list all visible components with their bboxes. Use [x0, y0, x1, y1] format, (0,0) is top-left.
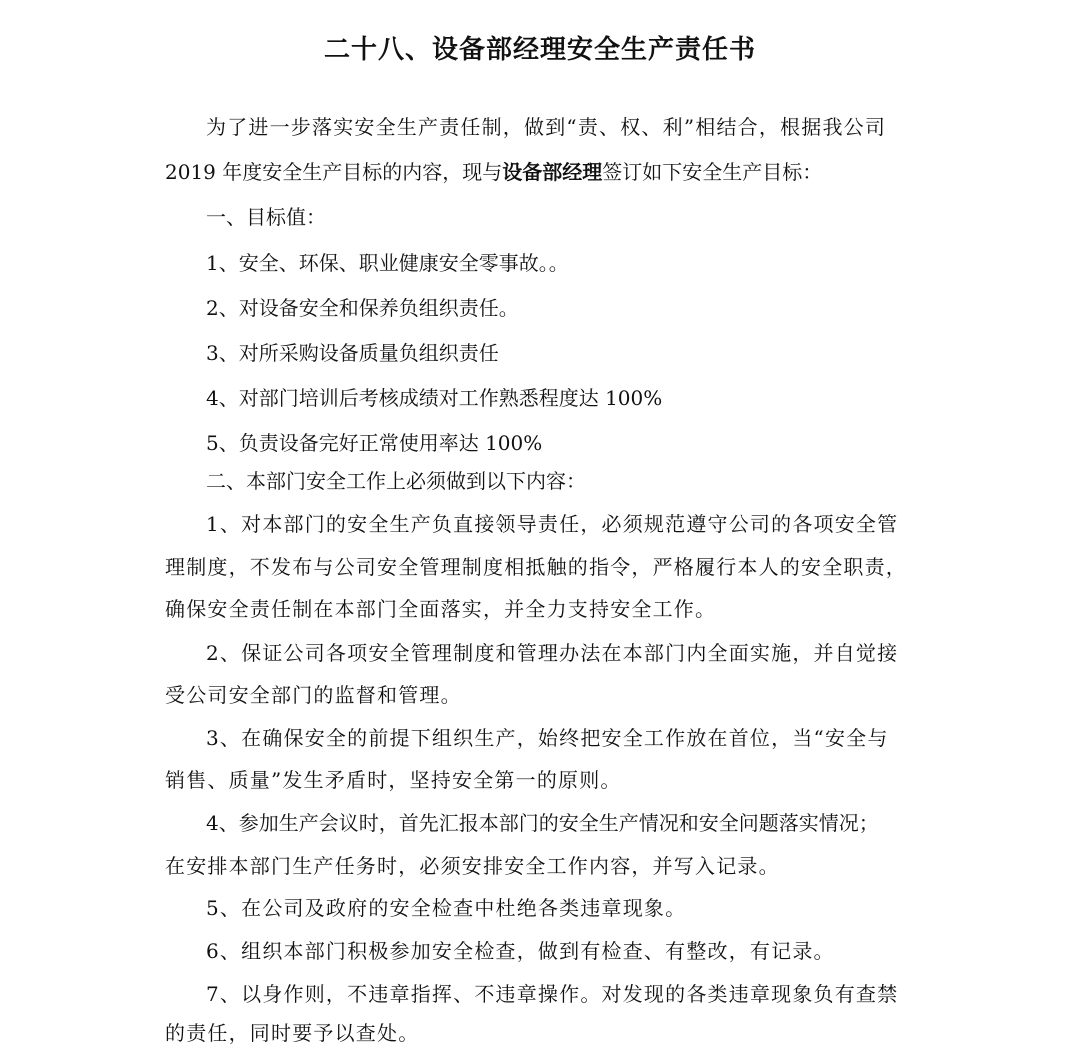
section1-item: 4、对部门培训后考核成绩对工作熟悉程度达 100% — [206, 386, 663, 410]
intro-line-2-start: 2019 年度安全生产目标的内容，现与 — [165, 160, 503, 184]
section2-p7-line: 的责任，同时要予以查处。 — [165, 1021, 420, 1045]
section2-p1-line: 确保安全责任制在本部门全面落实，并全力支持安全工作。 — [165, 597, 717, 621]
section1-item: 1、安全、环保、职业健康安全零事故。。 — [206, 251, 569, 275]
section2-heading: 二、本部门安全工作上必须做到以下内容： — [206, 469, 586, 493]
section2-p6-line: 6、组织本部门积极参加安全检查，做到有检查、有整改，有记录。 — [206, 939, 835, 963]
intro-line-2 — [165, 157, 822, 187]
section2-p2-line: 受公司安全部门的监督和管理。 — [165, 683, 462, 707]
section1-heading: 一、目标值： — [206, 205, 326, 229]
intro-line-2-end: 签订如下安全生产目标： — [602, 160, 823, 184]
section2-p7-line: 7、以身作则，不违章指挥、不违章操作。对发现的各类违章现象负有查禁 — [206, 982, 899, 1006]
section1-item: 3、对所采购设备质量负组织责任 — [206, 341, 499, 365]
section2-p3-line: 销售、质量”发生矛盾时，坚持安全第一的原则。 — [165, 768, 622, 792]
section2-p4-line: 在安排本部门生产任务时，必须安排安全工作内容，并写入记录。 — [165, 854, 780, 878]
section2-p5-line: 5、在公司及政府的安全检查中杜绝各类违章现象。 — [206, 896, 687, 920]
section1-item: 5、负责设备完好正常使用率达 100% — [206, 431, 543, 455]
section2-p3-line: 3、在确保安全的前提下组织生产，始终把安全工作放在首位，当“安全与 — [206, 726, 889, 750]
section2-p1-line: 1、对本部门的安全生产负直接领导责任，必须规范遵守公司的各项安全管 — [206, 512, 899, 536]
section2-p2-line: 2、保证公司各项安全管理制度和管理办法在本部门内全面实施，并自觉接 — [206, 641, 899, 665]
section2-p4-line: 4、参加生产会议时，首先汇报本部门的安全生产情况和安全问题落实情况； — [206, 811, 879, 835]
intro-line-1: 为了进一步落实安全生产责任制，做到“责、权、利”相结合，根据我公司 — [206, 115, 887, 139]
intro-line-2-bold: 设备部经理 — [502, 160, 603, 184]
section2-p1-line: 理制度，不发布与公司安全管理制度相抵触的指令，严格履行本人的安全职责， — [165, 555, 907, 579]
section1-item: 2、对设备安全和保养负组织责任。 — [206, 296, 519, 320]
document-title: 二十八、设备部经理安全生产责任书 — [323, 35, 756, 65]
